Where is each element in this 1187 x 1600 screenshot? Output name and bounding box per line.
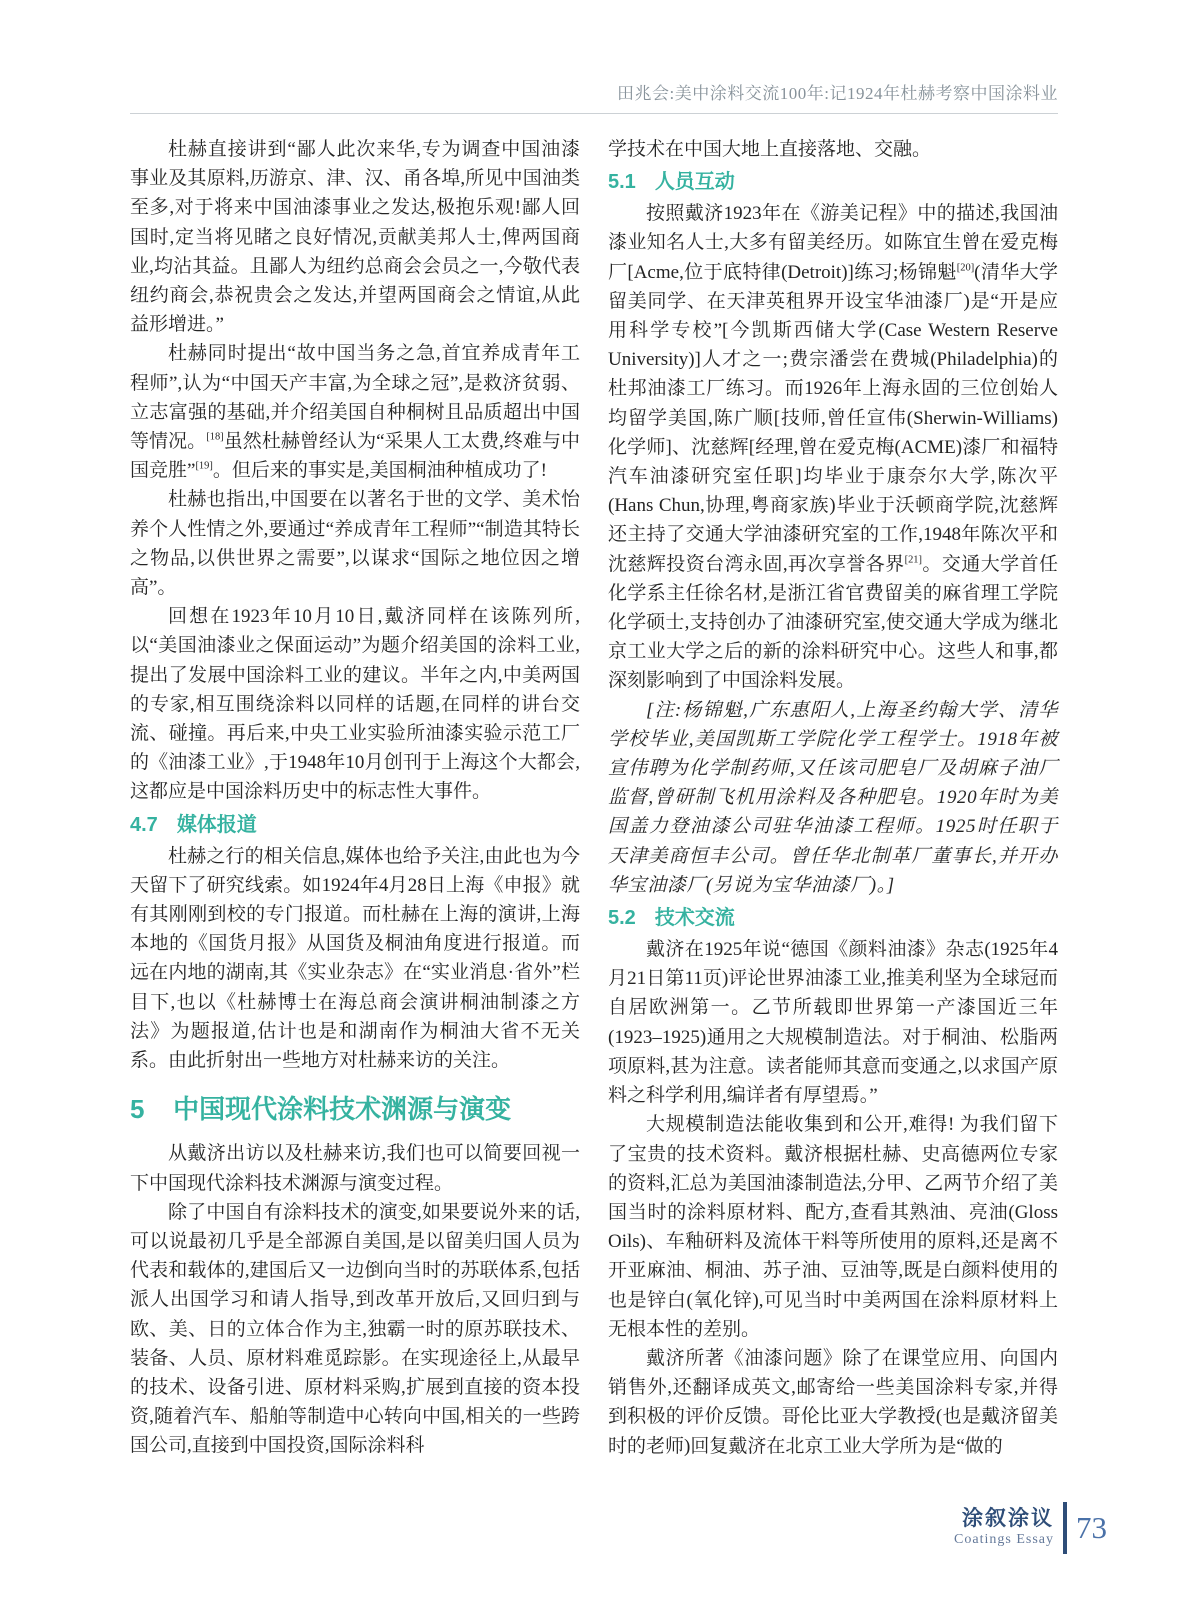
citation-superscript: [21] bbox=[904, 554, 922, 566]
section-number: 5 bbox=[130, 1094, 145, 1125]
subsection-heading bbox=[608, 167, 1058, 197]
citation-superscript: [19] bbox=[195, 460, 213, 472]
section-title: 中国现代涂料技术渊源与演变 bbox=[173, 1094, 512, 1125]
page-footer bbox=[954, 1502, 1107, 1554]
note-paragraph: [注:杨锦魁,广东惠阳人,上海圣约翰大学、清华学校毕业,美国凯斯工学院化学工程学士。1918年被宣伟聘为化学制药师,又任该司肥皂厂及胡麻子油厂监督,曾研制飞机用涂料及各种肥皂。1920年时为美国盖力登油漆公司驻华油漆工程师。1925时任职于天津美商恒丰公司。曾任华北制革厂董事长,并开办华宝油漆厂(另说为宝华油漆厂)。] bbox=[608, 699, 1058, 896]
running-header-title: 田兆会:美中涂料交流100年:记1924年杜赫考察中国涂料业 bbox=[617, 84, 1058, 103]
subsection-heading bbox=[608, 903, 1058, 933]
section-title: 技术交流 bbox=[654, 907, 735, 930]
body-paragraph: 杜赫也指出,中国要在以著名于世的文学、美术怡养个人性情之外,要通过“养成青年工程师”“制造其特长之物品,以供世界之需要”,以谋求“国际之地位因之增高”。 bbox=[130, 489, 580, 599]
body-paragraph: 按照戴济1923年在《游美记程》中的描述,我国油漆业知名人士,大多有留美经历。如陈宜生曾在爱克梅厂[Acme,位于底特律(Detroit)]练习;杨锦魁[20](清华大学留美同学、在天津英租界开设宝华油漆厂)是“开是应用科学专校”[今凯斯西储大学(Case Western Reserve University)]人才之一;费宗潘尝在费城(Philadelphia)的杜邦油漆工厂练习。而1926年上海永固的三位创始人均留学美国,陈广顺[技师,曾任宣伟(Sherwin-Williams)化学师]、沈慈辉[经理,曾在爱克梅(ACME)漆厂和福特汽车油漆研究室任职]均毕业于康奈尔大学,陈次平(Hans Chun,协理,粤商家族)毕业于沃顿商学院,沈慈辉还主持了交通大学油漆研究室的工作,1948年陈次平和沈慈辉投资台湾永固,再次享誉各界[21]。交通大学首任化学系主任徐名材,是浙江省官费留美的麻省理工学院化学硕士,支持创办了油漆研究室,使交通大学成为继北京工业大学之后的新的涂料研究中心。这些人和事,都深刻影响到了中国涂料发展。 bbox=[608, 203, 1058, 692]
body-paragraph: 从戴济出访以及杜赫来访,我们也可以简要回视一下中国现代涂料技术渊源与演变过程。 bbox=[130, 1143, 580, 1194]
section-title: 人员互动 bbox=[654, 171, 735, 194]
section-heading bbox=[130, 1092, 580, 1126]
subsection-heading bbox=[130, 810, 580, 840]
body-paragraph: 除了中国自有涂料技术的演变,如果要说外来的话,可以说最初几乎是全部源自美国,是以留美归国人员为代表和载体的,建国后又一边倒向当时的苏联体系,包括派人出国学习和请人指导,到改革开放后,又回归到与欧、美、日的立体合作为主,独霸一时的原苏联技术、装备、人员、原材料难觅踪影。在实现途径上,从最早的技术、设备引进、原材料采购,扩展到直接的资本投资,随着汽车、船舶等制造中心转向中国,相关的一些跨国公司,直接到中国投资,国际涂料科 bbox=[130, 1201, 580, 1457]
section-number: 4.7 bbox=[130, 813, 158, 836]
footer-column-name-cn: 涂叙涂议 bbox=[962, 1507, 1054, 1530]
body-paragraph: 回想在1923年10月10日,戴济同样在该陈列所,以“美国油漆业之保面运动”为题介绍美国的涂料工业,提出了发展中国涂料工业的建议。半年之内,中美两国的专家,相互围绕涂料以同样的话题,在同样的讲台交流、碰撞。再后来,中央工业实验所油漆实验示范工厂的《油漆工业》,于1948年10月创刊于上海这个大都会,这都应是中国涂料历史中的标志性大事件。 bbox=[130, 606, 580, 803]
citation-superscript: [20] bbox=[956, 262, 975, 274]
section-title: 媒体报道 bbox=[176, 813, 257, 836]
two-column-body bbox=[130, 135, 1058, 1461]
running-header bbox=[130, 0, 1058, 114]
footer-column-name bbox=[954, 1507, 1054, 1549]
body-paragraph: 杜赫同时提出“故中国当务之急,首宜养成青年工程师”,认为“中国天产丰富,为全球之冠”,是救济贫弱、立志富强的基础,并介绍美国自种桐树且品质超出中国等情况。[18]虽然杜赫曾经认为“采果人工太费,终难与中国竞胜”[19]。但后来的事实是,美国桐油种植成功了! bbox=[130, 343, 580, 482]
page-number: 73 bbox=[1076, 1510, 1107, 1545]
body-paragraph: 大规模制造法能收集到和公开,难得! 为我们留下了宝贵的技术资料。戴济根据杜赫、史高德两位专家的资料,汇总为美国油漆制造法,分甲、乙两节介绍了美国当时的涂料原材料、配方,查看其熟油、亮油(Gloss Oils)、车釉研料及流体干料等所使用的原料,还是离不开亚麻油、桐油、苏子油、豆油等,既是白颜料使用的也是锌白(氧化锌),可见当时中美两国在涂料原材料上无根本性的差别。 bbox=[608, 1114, 1058, 1340]
body-paragraph: 杜赫之行的相关信息,媒体也给予关注,由此也为今天留下了研究线索。如1924年4月28日上海《申报》就有其刚刚到校的专门报道。而杜赫在上海的演讲,上海本地的《国货月报》从国货及桐油角度进行报道。而远在内地的湖南,其《实业杂志》在“实业消息·省外”栏目下,也以《杜赫博士在海总商会演讲桐油制漆之方法》为题报道,估计也是和湖南作为桐油大省不无关系。由此折射出一些地方对杜赫来访的关注。 bbox=[130, 845, 580, 1072]
footer-divider-bar bbox=[1063, 1502, 1067, 1554]
footer-column-name-en: Coatings Essay bbox=[954, 1532, 1054, 1547]
right-column bbox=[608, 135, 1058, 1461]
body-paragraph: 戴济所著《油漆问题》除了在课堂应用、向国内销售外,还翻译成英文,邮寄给一些美国涂料专家,并得到积极的评价反馈。哥伦比亚大学教授(也是戴济留美时的老师)回复戴济在北京工业大学所为是“做的 bbox=[608, 1347, 1058, 1457]
section-number: 5.2 bbox=[608, 907, 636, 930]
body-paragraph: 戴济在1925年说“德国《颜料油漆》杂志(1925年4月21日第11页)评论世界油漆工业,推美利坚为全球冠而自居欧洲第一。乙节所载即世界第一产漆国近三年(1923–1925)通用之大规模制造法。对于桐油、松脂两项原料,甚为注意。读者能师其意而变通之,以求国产原料之科学利用,编详者有厚望焉。” bbox=[608, 939, 1058, 1107]
body-paragraph: 杜赫直接讲到“鄙人此次来华,专为调查中国油漆事业及其原料,历游京、津、汉、甬各埠,所见中国油类至多,对于将来中国油漆事业之发达,极抱乐观!鄙人回国时,定当将见睹之良好情况,贡献美邦人士,俾两国商业,均沾其益。且鄙人为纽约总商会会员之一,今敬代表纽约商会,恭祝贵会之发达,并望两国商会之情谊,从此益形增进。” bbox=[130, 139, 580, 336]
left-column bbox=[130, 135, 580, 1461]
section-number: 5.1 bbox=[608, 171, 636, 194]
body-paragraph: 学技术在中国大地上直接落地、交融。 bbox=[608, 139, 932, 160]
page-content bbox=[130, 0, 1058, 1461]
citation-superscript: [18] bbox=[206, 431, 224, 443]
